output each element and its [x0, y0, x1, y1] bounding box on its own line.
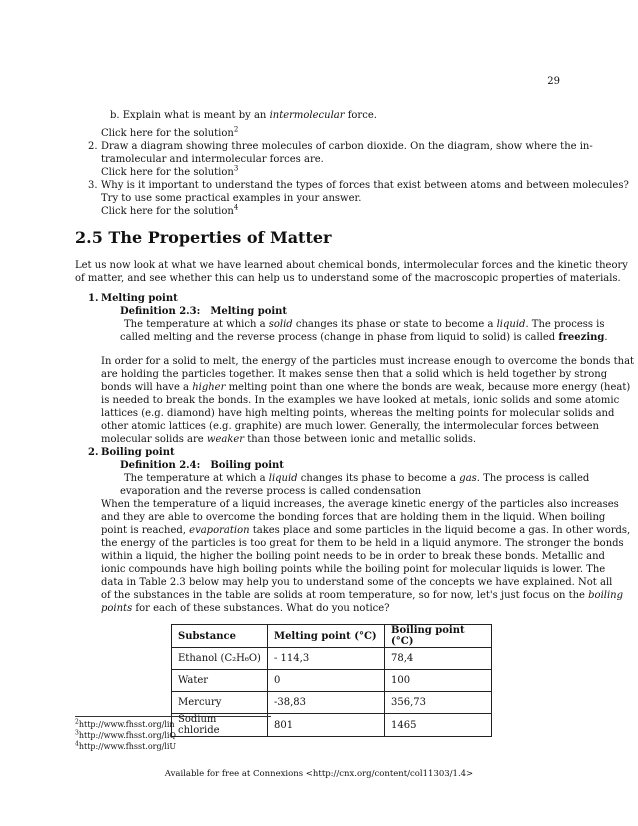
footnote-3[interactable]: $^3$http://www.fhsst.org/liQ [75, 729, 176, 740]
page-number: 29 [547, 76, 560, 87]
solution-link-4[interactable]: Click here for the solution$^4$ [101, 203, 239, 217]
boiling-para-line9: points for each of these substances. What do you notice? [101, 603, 390, 614]
table-cell: Sodium chloride [172, 714, 268, 737]
definition-2-4-title: Definition 2.4: Boiling point [120, 460, 284, 471]
question-2-line2: tramolecular and intermolecular forces are. [101, 154, 324, 165]
footnote-divider [75, 716, 271, 717]
table-row [172, 670, 492, 692]
section-intro-line2: of matter, and see whether this can help us to understand some of the macroscopic properties of materials. [75, 273, 621, 284]
question-3-line1: Why is it important to understand the types of forces that exist between atoms and between molecules? [101, 180, 629, 191]
question-3-line2: Try to use some practical examples in your answer. [101, 193, 362, 204]
melting-para-line2: are holding the particles together. It makes sense then that a solid which is held together by strong [101, 369, 608, 380]
melting-heading: Melting point [101, 293, 178, 304]
definition-2-4-line2: evaporation and the reverse process is called condensation [120, 486, 422, 497]
melting-para-line3: bonds will have a higher melting point than one where the bonds are weak, because more energy (heat) [101, 382, 631, 393]
table-cell: Water [172, 670, 268, 692]
table-cell: 78,4 [385, 648, 492, 670]
table-row [172, 692, 492, 714]
definition-2-3-title: Definition 2.3: Melting point [120, 306, 288, 317]
table-cell: 1465 [385, 714, 492, 737]
table-row [172, 648, 492, 670]
section-intro-line1: Let us now look at what we have learned about chemical bonds, intermolecular forces and the kinetic theory [75, 260, 628, 271]
boiling-para-line7: data in Table 2.3 below may help you to understand some of the concepts we have explained. Not all [101, 577, 613, 588]
page-footer: Available for free at Connexions <http://cnx.org/content/col11303/1.4> [164, 769, 474, 779]
table-header-cell: Substance [172, 625, 268, 648]
melting-para-line7: molecular solids are weaker than those between ionic and metallic solids. [101, 434, 477, 445]
table-cell: Mercury [172, 692, 268, 714]
solution-link-2[interactable]: Click here for the solution$^2$ [101, 125, 239, 139]
question-b: b. Explain what is meant by an intermolecular force. [110, 110, 377, 121]
solution-link-3[interactable]: Click here for the solution$^3$ [101, 164, 239, 178]
question-2-number: 2. [88, 141, 98, 152]
melting-para-line5: lattices (e.g. diamond) have high melting points, whereas the melting points for molecular solids and [101, 408, 615, 419]
boiling-heading: Boiling point [101, 447, 175, 458]
boiling-para-line4: the energy of the particles is too great for them to be held in a liquid anymore. The stronger the bonds [101, 538, 624, 549]
properties-table [171, 624, 492, 737]
melting-number: 1. [88, 293, 99, 304]
table-cell: 100 [385, 670, 492, 692]
melting-para-line6: other atomic lattices (e.g. graphite) are much lower. Generally, the intermolecular forces between [101, 421, 599, 432]
boiling-para-line1: When the temperature of a liquid increases, the average kinetic energy of the particles also increases [101, 499, 619, 510]
melting-para-line1: In order for a solid to melt, the energy of the particles must increase enough to overcome the bonds that [101, 356, 635, 367]
table-cell: 356,73 [385, 692, 492, 714]
section-title: 2.5 The Properties of Matter [75, 228, 332, 247]
table-header-cell: Boiling point (°C) [385, 625, 492, 648]
table-header-row [172, 625, 492, 648]
boiling-number: 2. [88, 447, 99, 458]
table-cell: - 114,3 [268, 648, 385, 670]
table-cell: 801 [268, 714, 385, 737]
definition-2-3-line2: called melting and the reverse process (change in phase from liquid to solid) is called freezing. [120, 332, 608, 343]
footnote-2[interactable]: $^2$http://www.fhsst.org/lin [75, 718, 175, 729]
boiling-para-line3: point is reached, evaporation takes place and some particles in the liquid become a gas. In other words, [101, 525, 631, 536]
boiling-para-line2: and they are able to overcome the bonding forces that are holding them in the liquid. When boiling [101, 512, 606, 523]
definition-2-4-line1: The temperature at which a liquid changes its phase to become a gas. The process is called [124, 473, 590, 484]
table-cell: 0 [268, 670, 385, 692]
question-3-number: 3. [88, 180, 98, 191]
question-2-line1: Draw a diagram showing three molecules of carbon dioxide. On the diagram, show where the in- [101, 141, 593, 152]
boiling-para-line5: within a liquid, the higher the boiling point needs to be in order to break these bonds. Metallic and [101, 551, 605, 562]
table-cell: -38,83 [268, 692, 385, 714]
boiling-para-line8: of the substances in the table are solids at room temperature, so for now, let's just focus on the boiling [101, 590, 623, 601]
footnote-4[interactable]: $^4$http://www.fhsst.org/liU [75, 740, 177, 751]
boiling-para-line6: ionic compounds have high boiling points while the boiling point for molecular liquids is lower. The [101, 564, 606, 575]
table-cell: Ethanol (C₂H₆O) [172, 648, 268, 670]
definition-2-3-line1: The temperature at which a solid changes its phase or state to become a liquid. The process is [124, 319, 605, 330]
melting-para-line4: is needed to break the bonds. In the examples we have looked at metals, ionic solids and some atomic [101, 395, 620, 406]
table-header-cell: Melting point (°C) [268, 625, 385, 648]
